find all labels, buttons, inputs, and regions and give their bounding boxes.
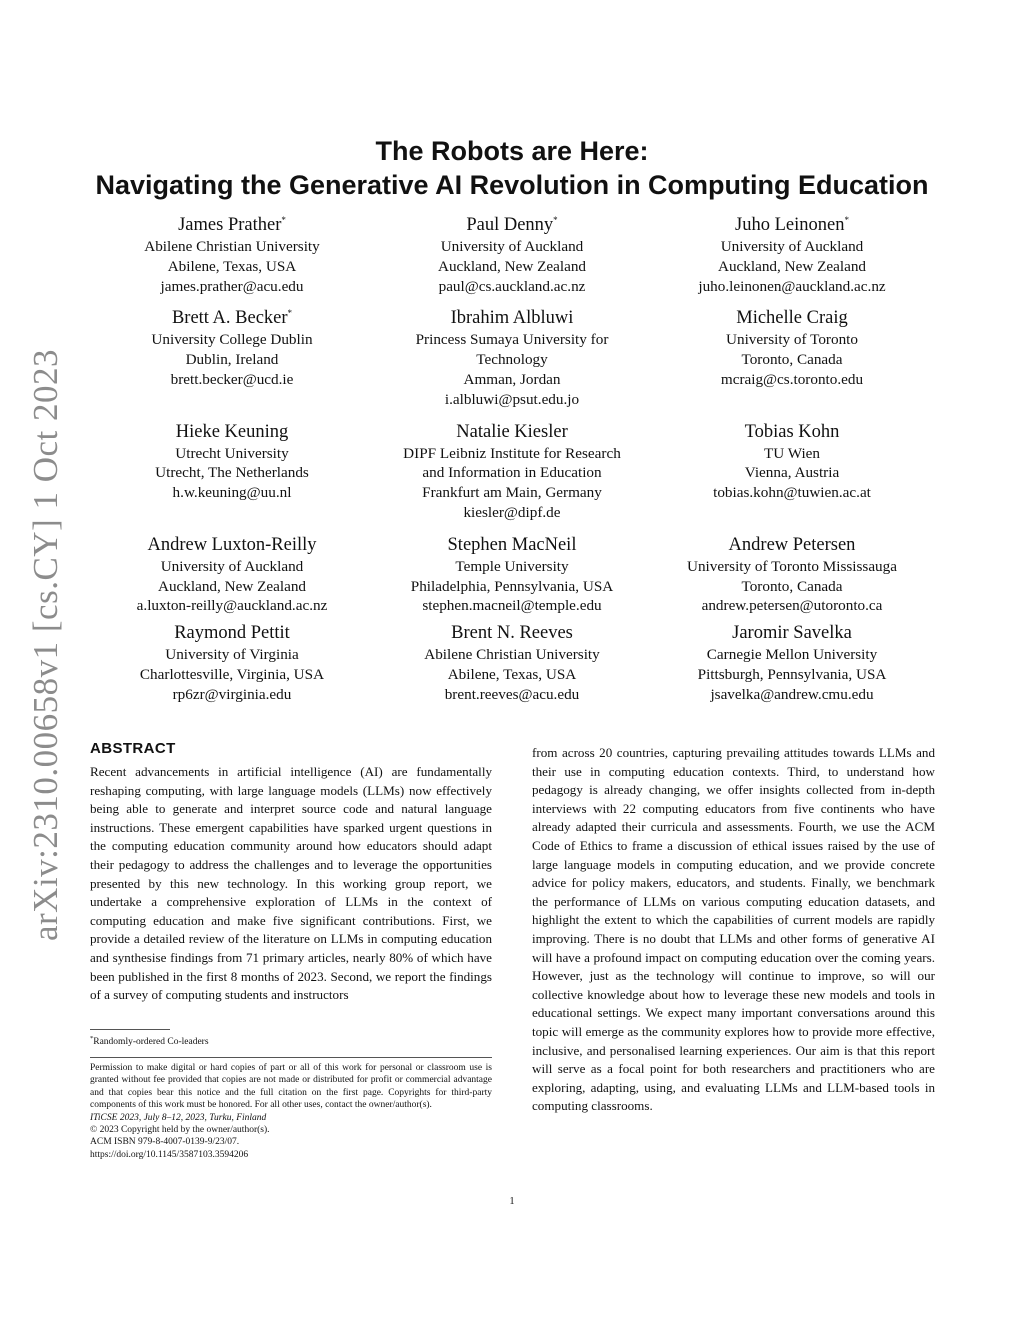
author-name-text: Andrew Petersen	[728, 534, 856, 555]
author-affiliation-line: Abilene Christian University	[144, 238, 320, 255]
author-entry	[372, 534, 652, 616]
author-affiliation-line: Dublin, Ireland	[185, 351, 279, 369]
author-email[interactable]: rp6zr@virginia.edu	[172, 685, 292, 703]
author-name	[372, 214, 652, 237]
conference-venue: ITiCSE 2023, July 8–12, 2023, Turku, Finland	[90, 1112, 267, 1123]
author-email[interactable]: paul@cs.auckland.ac.nz	[438, 277, 586, 295]
author-name-text: Ibrahim Albluwi	[450, 308, 574, 329]
author-name	[372, 421, 652, 444]
author-affiliation-line: Auckland, New Zealand	[157, 577, 307, 595]
author-row	[92, 307, 932, 409]
author-affiliation-line: University of Toronto	[726, 331, 858, 349]
author-email[interactable]: andrew.petersen@utoronto.ca	[701, 597, 883, 615]
footnote-divider	[90, 1029, 170, 1030]
author-row	[92, 534, 932, 616]
author-row	[92, 622, 932, 704]
title-line-1: The Robots are Here:	[375, 136, 649, 166]
author-affiliation-line: Philadelphia, Pennsylvania, USA	[410, 577, 614, 595]
author-affiliation-line: TU Wien	[763, 444, 821, 462]
author-affiliation-line: Utrecht, The Netherlands	[155, 464, 309, 482]
author-name	[92, 307, 372, 330]
paper-title	[0, 134, 1024, 202]
abstract-text-part-2: from across 20 countries, capturing prevailing attitudes towards LLMs and their use in computing education contexts. Third, to understand how pedagogy is already changing, we offer insights collected from in-depth interviews with 22 computing educators from five continents who have already adapted their curricula and assessments. Fourth, we use the ACM Code of Ethics to frame a discussion of ethical issues raised by the use of large language models in computing education, and we provide concrete advice for policy makers, educators, and students. Finally, we benchmark the performance of LLMs on various computing education datasets, and highlight the extent to which the capabilities of current models are rapidly improving. There is no doubt that LLMs and other forms of generative AI will have a profound impact on computing education over the coming years. However, just as the technology will continue to improve, so will our collective knowledge about how to leverage these new models and tools in educational settings. We expect many important conversations around this topic will emerge as the community explores how to provide more effective, inclusive, and personalised learning experiences. Our aim is that this report will serve as a focal point for both researchers and practitioners who are exploring, adapting, using, and evaluating LLMs and LLM-based tools in computing classrooms.	[532, 745, 935, 1114]
author-entry	[372, 421, 652, 523]
author-list	[92, 214, 932, 705]
author-affiliation-line: Vienna, Austria	[744, 464, 840, 482]
author-email[interactable]: juho.leinonen@auckland.ac.nz	[698, 277, 886, 295]
author-email[interactable]: kiesler@dipf.de	[463, 503, 561, 521]
author-name	[372, 307, 652, 330]
author-name	[372, 622, 652, 645]
co-leader-mark: *	[844, 214, 849, 225]
permission-divider	[90, 1057, 492, 1058]
author-name-text: Jaromir Savelka	[732, 623, 852, 644]
author-affiliation-line: Abilene, Texas, USA	[167, 257, 297, 275]
author-name	[92, 622, 372, 645]
author-entry	[92, 421, 372, 523]
author-name-text: Andrew Luxton-Reilly	[147, 534, 317, 555]
author-email[interactable]: brent.reeves@acu.edu	[444, 685, 580, 703]
author-entry	[92, 534, 372, 616]
author-affiliation-line: Frankfurt am Main, Germany	[422, 484, 602, 502]
author-entry	[372, 307, 652, 409]
author-affiliation-line: Temple University	[455, 557, 569, 575]
page-number: 1	[509, 1196, 515, 1207]
author-name-text: Juho Leinonen	[735, 215, 845, 235]
author-affiliation-line: University of Toronto Mississauga	[686, 557, 897, 575]
author-affiliation-line: Utrecht University	[175, 444, 289, 462]
author-entry	[652, 214, 932, 296]
title-line-2: Navigating the Generative AI Revolution in Computing Education	[95, 170, 929, 200]
author-email[interactable]: james.prather@acu.edu	[160, 277, 304, 295]
co-leader-mark: *	[281, 214, 286, 225]
author-affiliation-line: and Information in Education	[422, 464, 602, 482]
author-name	[372, 534, 652, 557]
author-affiliation-line: Charlottesville, Virginia, USA	[139, 665, 325, 683]
author-email[interactable]: a.luxton-reilly@auckland.ac.nz	[136, 597, 328, 615]
copyright-line: © 2023 Copyright held by the owner/author(s).	[90, 1125, 270, 1136]
author-name-text: Brent N. Reeves	[451, 623, 573, 644]
co-leader-mark: *	[553, 214, 558, 225]
author-entry	[372, 622, 652, 704]
author-name-text: Natalie Kiesler	[456, 421, 568, 442]
author-name-text: Raymond Pettit	[174, 623, 290, 644]
author-affiliation-line: University of Auckland	[720, 238, 864, 255]
author-name	[92, 214, 372, 237]
author-affiliation-line: Auckland, New Zealand	[437, 257, 587, 275]
author-entry	[652, 421, 932, 523]
author-affiliation-line: University of Auckland	[160, 557, 304, 575]
author-name	[652, 534, 932, 557]
author-affiliation-line: Pittsburgh, Pennsylvania, USA	[697, 665, 887, 683]
author-email[interactable]: h.w.keuning@uu.nl	[172, 484, 292, 502]
author-name	[652, 622, 932, 645]
author-name	[652, 421, 932, 444]
author-entry	[652, 534, 932, 616]
author-email[interactable]: brett.becker@ucd.ie	[170, 370, 294, 388]
abstract-left-column	[90, 740, 492, 1005]
author-affiliation-line: University of Virginia	[165, 646, 299, 664]
author-affiliation-line: Abilene, Texas, USA	[447, 665, 577, 683]
author-affiliation-line: University of Auckland	[440, 238, 584, 255]
isbn-line: ACM ISBN 979-8-4007-0139-9/23/07.	[90, 1137, 240, 1148]
author-affiliation-line: Auckland, New Zealand	[717, 257, 867, 275]
permission-text: Permission to make digital or hard copies of part or all of this work for personal or classroom use is granted without fee provided that copies are not made or distributed for profit or commercial advantage and that copies bear this notice and the full citation on the first page. Copyrights for third-party components of this work must be honored. For all other uses, contact the owner/author(s).	[90, 1063, 492, 1111]
author-name-text: Stephen MacNeil	[447, 534, 577, 555]
author-entry	[92, 622, 372, 704]
author-affiliation-line: Amman, Jordan	[463, 370, 561, 388]
author-entry	[372, 214, 652, 296]
author-entry	[92, 214, 372, 296]
co-leader-mark: *	[287, 308, 293, 319]
author-email[interactable]: jsavelka@andrew.cmu.edu	[710, 685, 874, 703]
author-name-text: Tobias Kohn	[744, 421, 840, 442]
author-name-text: Michelle Craig	[736, 308, 848, 329]
author-affiliation-line: DIPF Leibniz Institute for Research	[403, 444, 621, 462]
doi-link[interactable]: https://doi.org/10.1145/3587103.3594206	[90, 1149, 249, 1160]
author-row	[92, 214, 932, 296]
arxiv-identifier-stamp: arXiv:2310.00658v1 [cs.CY] 1 Oct 2023	[26, 348, 65, 942]
footnote-mark: *	[90, 1035, 94, 1042]
author-affiliation-line: Toronto, Canada	[741, 351, 843, 369]
author-entry	[652, 622, 932, 704]
author-name-text: Brett A. Becker	[171, 308, 288, 329]
author-name-text: Hieke Keuning	[175, 421, 289, 442]
author-email[interactable]: stephen.macneil@temple.edu	[422, 597, 602, 615]
author-affiliation-line: Abilene Christian University	[424, 646, 600, 664]
permission-notice	[90, 1062, 492, 1161]
author-affiliation-line: Toronto, Canada	[741, 577, 843, 595]
author-name	[652, 214, 932, 237]
author-email[interactable]: i.albluwi@psut.edu.jo	[444, 390, 580, 408]
abstract-right-column	[532, 744, 935, 1116]
author-email[interactable]: mcraig@cs.toronto.edu	[720, 370, 864, 388]
author-email[interactable]: tobias.kohn@tuwien.ac.at	[713, 484, 871, 502]
author-name-text: Paul Denny	[466, 215, 554, 235]
author-entry	[92, 307, 372, 409]
author-name-text: James Prather	[178, 215, 282, 235]
author-name	[92, 421, 372, 444]
author-affiliation-line: University College Dublin	[151, 331, 313, 349]
author-name	[92, 534, 372, 557]
abstract-text-part-1: Recent advancements in artificial intelligence (AI) are fundamentally reshaping computing, with large language models (LLMs) now effectively being able to generate and interpret source code and natural language instructions. These emergent capabilities have sparked urgent questions in the computing education community around how educators should adapt their pedagogy to address the challenges and to leverage the opportunities presented by this new technology. In this working group report, we undertake a comprehensive exploration of LLMs in the context of computing education and make five significant contributions. First, we provide a detailed review of the literature on LLMs in computing education and synthesise findings from 71 primary articles, nearly 80% of which have been published in the first 8 months of 2023. Second, we report the findings of a survey of computing students and instructors	[90, 764, 492, 1003]
author-affiliation-line: Technology	[476, 351, 548, 369]
author-affiliation-line: Princess Sumaya University for	[415, 331, 609, 349]
author-affiliation-line: Carnegie Mellon University	[706, 646, 878, 664]
author-entry	[652, 307, 932, 409]
abstract-heading: ABSTRACT	[90, 740, 176, 757]
co-leader-footnote	[90, 1035, 209, 1047]
author-name	[652, 307, 932, 330]
author-row	[92, 421, 932, 523]
footnote-text: Randomly-ordered Co-leaders	[93, 1037, 209, 1048]
